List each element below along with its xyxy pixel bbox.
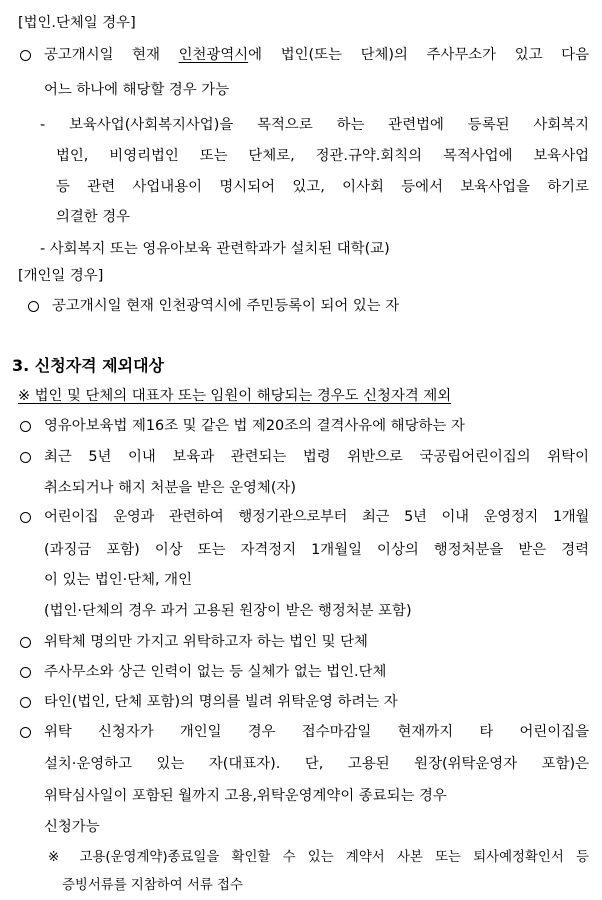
incheon-underlined: 인천광역시	[178, 47, 249, 63]
corp-bullet-text-pre: 공고개시일 현재	[44, 47, 179, 63]
exclusion-item-cont: (과징금 포함) 이상 또는 자격정지 1개월일 이상의 행정처분을 받은 경력	[44, 542, 589, 558]
corp-bullet-cont: 어느 하나에 해당할 경우 가능	[44, 82, 230, 98]
corp-dash1-line4: 의결한 경우	[56, 209, 131, 225]
exclusion-item-cont: 위탁심사일이 포함된 월까지 고용,위탁운영계약이 종료되는 경우	[44, 788, 447, 804]
footnote-line1: ※ 고용(운영계약)종료일을 확인할 수 있는 계약서 사본 또는 퇴사예정확인서 등	[48, 850, 589, 865]
exclusion-title: 3. 신청자격 제외대상	[12, 356, 164, 375]
corp-dash1-line3: 등 관련 사업내용이 명시되어 있고, 이사회 등에서 보육사업을 하기로	[56, 179, 589, 195]
corp-dash1-line1: - 보육사업(사회복지사업)을 목적으로 하는 관련법에 등록된 사회복지	[40, 117, 589, 133]
corp-section-header: [법인.단체일 경우]	[18, 15, 136, 31]
exclusion-item: 주사무소와 상근 인력이 없는 등 실체가 없는 법인.단체	[44, 664, 387, 680]
circle-bullet-icon	[20, 421, 31, 432]
individual-bullet: 공고개시일 현재 인천광역시에 주민등록이 되어 있는 자	[52, 298, 400, 314]
exclusion-note: ※ 법인 및 단체의 대표자 또는 임원이 해당되는 경우도 신청자격 제외	[18, 388, 452, 404]
circle-bullet-icon	[20, 637, 31, 648]
circle-bullet-icon	[20, 667, 31, 678]
circle-bullet-icon	[28, 301, 39, 312]
exclusion-item-cont: 이 있는 법인·단체, 개인	[44, 572, 192, 588]
exclusion-item-cont: 설치·운영하고 있는 자(대표자). 단, 고용된 원장(위탁운영자 포함)은	[44, 756, 589, 772]
exclusion-item-cont: (법인·단체의 경우 과거 고용된 원장이 받은 행정처분 포함)	[44, 603, 412, 619]
circle-bullet-icon	[20, 512, 31, 523]
corp-dash1-line2: 법인, 비영리법인 또는 단체로, 정관.규약.회칙의 목적사업에 보육사업	[56, 148, 589, 164]
corp-bullet-text-post: 에 법인(또는 단체)의 주사무소가 있고 다음	[248, 47, 589, 63]
individual-section-header: [개인일 경우]	[18, 268, 104, 284]
circle-bullet-icon	[20, 697, 31, 708]
exclusion-item: 타인(법인, 단체 포함)의 명의를 빌려 위탁운영 하려는 자	[44, 694, 398, 710]
circle-bullet-icon	[20, 452, 31, 463]
corp-dash2: - 사회복지 또는 영유아보육 관련학과가 설치된 대학(교)	[40, 241, 390, 257]
exclusion-item: 위탁체 명의만 가지고 위탁하고자 하는 법인 및 단체	[44, 634, 368, 650]
exclusion-item: 위탁 신청자가 개인일 경우 접수마감일 현재까지 타 어린이집을	[44, 724, 589, 740]
corp-bullet-line	[44, 45, 589, 65]
exclusion-item-cont: 취소되거나 해지 처분을 받은 운영체(자)	[44, 480, 296, 496]
circle-bullet-icon	[20, 50, 31, 61]
exclusion-item-cont: 신청가능	[44, 819, 100, 835]
exclusion-item: 영유아보육법 제16조 및 같은 법 제20조의 결격사유에 해당하는 자	[44, 418, 465, 434]
circle-bullet-icon	[20, 727, 31, 738]
exclusion-item: 어린이집 운영과 관련하여 행정기관으로부터 최근 5년 이내 운영정지 1개월	[44, 509, 589, 525]
footnote-line2: 증빙서류를 지참하여 서류 접수	[62, 878, 243, 893]
exclusion-item: 최근 5년 이내 보육과 관련되는 법령 위반으로 국공립어린이집의 위탁이	[44, 449, 589, 465]
